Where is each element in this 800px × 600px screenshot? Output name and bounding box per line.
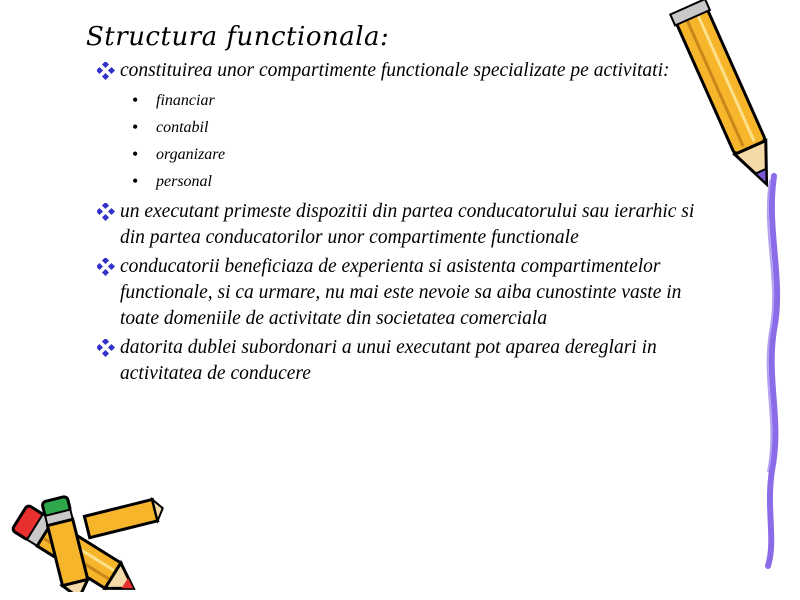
dot-bullet-icon: • [132, 144, 139, 164]
bullet-text: un executant primeste dispozitii din partea conducatorului sau ierarhic si din partea conducatorilor unor compartimente functionale [120, 201, 695, 248]
diamond-bullet-icon [97, 339, 115, 357]
dot-bullet-icon: • [132, 117, 139, 137]
bullet-item [96, 58, 716, 84]
diamond-bullet-icon [97, 203, 115, 221]
sub-bullet-list [96, 87, 716, 195]
decorative-wavy-line [740, 170, 800, 570]
sub-bullet-item [130, 87, 716, 114]
sub-bullet-item [130, 114, 716, 141]
sub-bullet-item [130, 141, 716, 168]
dot-bullet-icon: • [132, 171, 139, 191]
dot-bullet-icon: • [132, 90, 139, 110]
bullet-text: datorita dublei subordonari a unui executant pot aparea dereglari in activitatea de conducere [120, 337, 657, 384]
bullet-item [96, 335, 716, 387]
sub-bullet-text: personal [156, 173, 212, 190]
bullet-item [96, 254, 716, 332]
sub-bullet-item [130, 168, 716, 195]
slide-title: Structura functionala: [86, 22, 390, 52]
bullet-item [96, 199, 716, 251]
diamond-bullet-icon [97, 258, 115, 276]
bullet-text: constituirea unor compartimente functionale specializate pe activitati: [120, 60, 670, 81]
sub-bullet-text: financiar [156, 92, 215, 109]
bullet-text: conducatorii beneficiaza de experienta si asistenta compartimentelor functionale, si ca urmare, nu mai este nevoie sa aiba cunostinte vaste in toate domeniile de activitate din societatea comerciala [120, 256, 682, 329]
slide-content [96, 58, 716, 390]
pencil-green-icon [40, 482, 170, 592]
sub-bullet-text: organizare [156, 146, 226, 163]
sub-bullet-text: contabil [156, 119, 209, 136]
diamond-bullet-icon [97, 62, 115, 80]
